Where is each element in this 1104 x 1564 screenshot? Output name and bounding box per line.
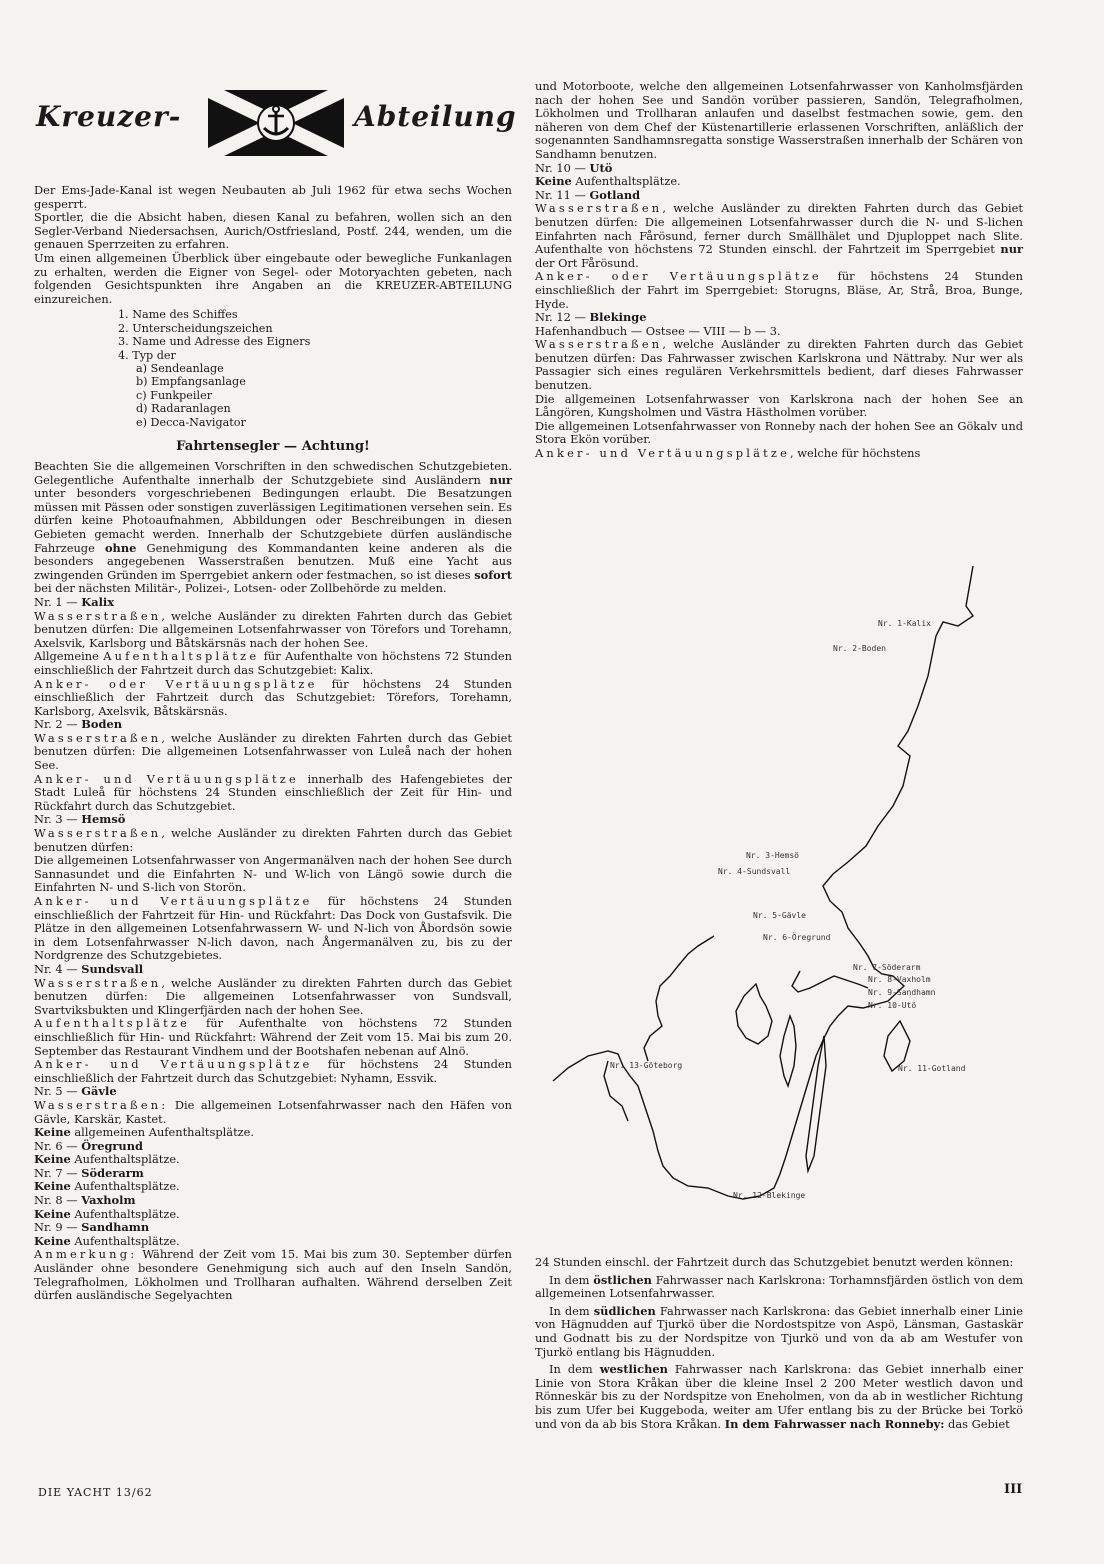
entry-text: Wasserstraßen, welche Ausländer zu direkten Fahrten durch das Gebiet benutzen dürfen: Die allgemeinen Lotsenfahrwasser von Törefors und Torehamn, Axelsvik, Karlsborg und Båtskärsnäs nach der hohen See. bbox=[34, 608, 512, 650]
map-label-gotland: Nr. 11-Gotland bbox=[898, 1064, 966, 1073]
map-label-sundsvall: Nr. 4-Sundsvall bbox=[718, 867, 791, 876]
radio-info-list bbox=[118, 308, 512, 429]
entry-text: In dem westlichen Fahrwasser nach Karlskrona: das Gebiet innerhalb einer Linie von Stora Kråkan über die kleine Insel 2 200 Meter westlich davon und Rönneskär bis zu der Nordspitze von Eneholmen, von da ab in westlicher Richtung bis zum Ufer bei Kuggeboda, weiter am Ufer entlang bis zu der Brücke bei Torkö und von da ab bis Stora Kråkan. In dem Fahrwasser nach Ronneby: das Gebiet bbox=[535, 1362, 1023, 1431]
entry-text: Die allgemeinen Lotsenfahrwasser von Ronneby nach der hohen See an Gökalv und Stora Ekön vorüber. bbox=[535, 418, 1023, 447]
entry-text: In dem südlichen Fahrwasser nach Karlskrona: das Gebiet innerhalb einer Linie von Hägnudden auf Tjurkö über die Nordostspitze von Aspö, Länsman, Gastaskär und Godnatt bis zu der Nordspitze von Tjurkö und von da ab am Westufer von Tjurkö entlang bis Hägnudden. bbox=[535, 1303, 1023, 1359]
entry-text: Allgemeine Aufenthaltsplätze für Aufenthalte von höchstens 72 Stunden einschließlich der Fahrtzeit durch das Schutzgebiet: Kalix. bbox=[34, 649, 512, 677]
list-item: b) Empfangsanlage bbox=[136, 375, 246, 389]
map-label-soderarm: Nr. 7-Söderarm bbox=[853, 963, 921, 972]
header-title-left: Kreuzer- bbox=[36, 100, 182, 133]
entry-heading-gotland: Nr. 11 — Gotland bbox=[535, 187, 641, 202]
entry-text: Wasserstraßen, welche Ausländer zu direkten Fahrten durch das Gebiet benutzen dürfen: Die allgemeinen Lotsenfahrwasser von Luleå nach der hohen See. bbox=[34, 730, 512, 773]
entry-text: Die allgemeinen Lotsenfahrwasser von Karlskrona nach der hohen See an Långören, Kungsholmen und Västra Hästholmen vorüber. bbox=[535, 391, 1023, 420]
map-label-blekinge: Nr. 12-Blekinge bbox=[733, 1191, 806, 1200]
list-item: e) Decca-Navigator bbox=[136, 415, 246, 429]
continuation-paragraph: und Motorboote, welche den allgemeinen Lotsenfahrwasser von Kanholmsfjärden nach der hohen See und Sandön vorüber passieren, Sandön, Telegrafholmen, Lökholmen und Trollharan anlaufen und daselbst festmachen sowie, gem. den näheren von dem Chef der Küstenartillerie erlassenen Vorschriften, anläßlich der sogenannten Sandhamnsregatta sonstige Wasserstraßen innerhalb der Schären von Sandhamn benutzen. bbox=[535, 79, 1023, 161]
list-item: 1. Name des Schiffes bbox=[118, 308, 238, 322]
entry-heading-blekinge: Nr. 12 — Blekinge bbox=[535, 310, 647, 325]
annotation: Anmerkung: Während der Zeit vom 15. Mai bis zum 30. September dürfen Ausländer ohne besondere Genehmigung sich auch auf den Inseln Sandön, Telegrafholmen, Lökholmen und Trollharan aufhalten. Während derselben Zeit dürfen ausländische Segelyachten bbox=[34, 1247, 512, 1303]
map-label-boden: Nr. 2-Boden bbox=[833, 644, 886, 653]
page-header bbox=[36, 88, 517, 160]
section-lead: Beachten Sie die allgemeinen Vorschriften in den schwedischen Schutzgebieten. Gelegentliche Aufenthalte innerhalb der Schutzgebiete sind Ausländern nur unter besonders vorgeschriebenen Bedingungen erlaubt. Die Besatzungen müssen mit Pässen oder sonstigen zuverlässigen Legitimationen versehen sein. Es dürfen keine Photoaufnahmen, Abbildungen oder Beschreibungen in diesen Gebieten gemacht werden. Innerhalb der Schutzgebiete dürfen ausländische Fahrzeuge ohne Genehmigung des Kommandanten keine anderen als die besonders angegebenen Wasserstraßen benutzen. Muß eine Yacht aus zwingenden Gründen im Sperrgebiet ankern oder festmachen, so ist dieses sofort bei der nächsten Militär-, Polizei-, Lotsen- oder Zollbehörde zu melden. bbox=[34, 459, 512, 596]
entry-text: In dem östlichen Fahrwasser nach Karlskrona: Torhamnsfjärden östlich von dem allgemeinen Lotsenfahrwasser. bbox=[535, 1272, 1023, 1301]
right-column-top bbox=[535, 80, 1023, 461]
entry-text: Wasserstraßen, welche Ausländer zu direkten Fahrten durch das Gebiet benutzen dürfen: Die allgemeinen Lotsenfahrwasser von Sundsvall, Svartviksbukten und Klingerfjärden nach der hohen See. bbox=[34, 975, 512, 1017]
entry-text: Wasserstraßen, welche Ausländer zu direkten Fahrten durch das Gebiet benutzen dürfen: Die allgemeinen Lotsenfahrwasser durch die N- und S-lichen Einfahrten nach Fårösund, ferner durch Smällhälet und Djuploppet nach Slite. Aufenthalte von höchstens 72 Stunden einschl. der Fahrtzeit im Sperrgebiet nur der Ort Fårösund. bbox=[535, 201, 1023, 270]
entry-text: Anker- oder Vertäuungsplätze für höchstens 24 Stunden einschließlich der Fahrtzeit durch das Schutzgebiet: Törefors, Torehamn, Karlsborg, Axelsvik, Båtskärsnäs. bbox=[34, 676, 512, 718]
map-label-hemso: Nr. 3-Hemsö bbox=[746, 851, 799, 860]
sublist bbox=[136, 362, 512, 429]
entry-text: Anker- und Vertäuungsplätze, welche für höchstens bbox=[535, 446, 921, 461]
entry-text: Wasserstraßen, welche Ausländer zu direkten Fahrten durch das Gebiet benutzen dürfen: Das Fahrwasser zwischen Karlskrona und Nättraby. Nur wer als Passagier sich eines regulären Verkehrsmittels bedient, darf dieses Fahrwasser benutzen. bbox=[535, 337, 1023, 393]
entry-text: Die allgemeinen Lotsenfahrwasser von Angermanälven nach der hohen See durch Sannasundet und die Einfahrten N- und W-lich von Längö sowie durch die Einfahrten N- und S-lich von Storön. bbox=[34, 853, 512, 895]
intro-paragraph-2: Sportler, die die Absicht haben, diesen Kanal zu befahren, wollen sich an den Segler-Verband Niedersachsen, Aurich/Ostfriesland, Postf. 244, wenden, um die genauen Sperrzeiten zu erfahren. bbox=[34, 210, 512, 252]
page-number: III bbox=[1004, 1482, 1023, 1497]
entry-text: Aufenthaltsplätze für Aufenthalte von höchstens 72 Stunden einschließlich für Hin- und Rückfahrt: Während der Zeit vom 15. Mai bis zum 20. September das Restaurant Vindhem und der Bootshafen nebenan auf Alnö. bbox=[34, 1016, 512, 1058]
map-label-uto: Nr. 10-Utö bbox=[868, 1001, 917, 1010]
footer-issue: DIE YACHT 13/62 bbox=[38, 1486, 153, 1499]
entry-text: Wasserstraßen, welche Ausländer zu direkten Fahrten durch das Gebiet benutzen dürfen: bbox=[34, 826, 512, 854]
entry-text: Keine Aufenthaltsplätze. bbox=[34, 1206, 180, 1221]
entry-text: Hafenhandbuch — Ostsee — VIII — b — 3. bbox=[535, 323, 781, 338]
right-column-bottom bbox=[535, 1256, 1023, 1431]
entry-text: Keine Aufenthaltsplätze. bbox=[34, 1179, 180, 1194]
entry-heading-kalix: Nr. 1 — Kalix bbox=[34, 594, 115, 609]
entry-heading-gavle: Nr. 5 — Gävle bbox=[34, 1084, 117, 1099]
map-label-goteborg: Nr. 13-Göteborg bbox=[610, 1061, 683, 1070]
entry-text: Keine Aufenthaltsplätze. bbox=[34, 1152, 180, 1167]
map-label-oregrund: Nr. 6-Öregrund bbox=[763, 933, 831, 942]
entry-text: Anker- und Vertäuungsplätze für höchstens 24 Stunden einschließlich der Fahrtzeit durch das Schutzgebiet: Nyhamn, Essvik. bbox=[34, 1057, 512, 1085]
entry-heading-vaxholm: Nr. 8 — Vaxholm bbox=[34, 1193, 136, 1208]
entry-heading-oregrund: Nr. 6 — Öregrund bbox=[34, 1138, 143, 1153]
anchor-flag-icon bbox=[206, 88, 346, 158]
left-column bbox=[34, 184, 512, 1303]
section-title: Fahrtensegler — Achtung! bbox=[176, 439, 370, 454]
entry-text: Anker- oder Vertäuungsplätze für höchstens 24 Stunden einschließlich der Fahrt im Sperrgebiet: Storugns, Bläse, Ar, Strå, Broa, Bunge, Hyde. bbox=[535, 269, 1023, 311]
entry-heading-hemso: Nr. 3 — Hemsö bbox=[34, 812, 126, 827]
map-label-gavle: Nr. 5-Gävle bbox=[753, 911, 806, 920]
list-item: 4. Typ der bbox=[118, 348, 176, 362]
entry-heading-boden: Nr. 2 — Boden bbox=[34, 717, 123, 732]
entry-text: Keine Aufenthaltsplätze. bbox=[34, 1233, 180, 1248]
entry-text: Keine Aufenthaltsplätze. bbox=[535, 174, 681, 189]
map-label-kalix: Nr. 1-Kalix bbox=[878, 619, 931, 628]
entry-text: Anker- und Vertäuungsplätze innerhalb des Hafengebietes der Stadt Luleå für höchstens 24 Stunden einschließlich der Zeit für Hin- und Rückfahrt durch das Schutzgebiet. bbox=[34, 771, 512, 813]
map-label-sandhamn: Nr. 9-Sandhamn bbox=[868, 988, 936, 997]
coastline bbox=[553, 566, 973, 1199]
entry-text: Wasserstraßen: Die allgemeinen Lotsenfahrwasser nach den Häfen von Gävle, Karskär, Kastet. bbox=[34, 1097, 512, 1126]
entry-heading-sandhamn: Nr. 9 — Sandhamn bbox=[34, 1220, 150, 1235]
entry-heading-soderarm: Nr. 7 — Söderarm bbox=[34, 1165, 144, 1180]
sweden-coast-map bbox=[548, 556, 1008, 1246]
entry-heading-sundsvall: Nr. 4 — Sundsvall bbox=[34, 961, 144, 976]
intro-paragraph-3: Um einen allgemeinen Überblick über eingebaute oder bewegliche Funkanlagen zu erhalten, werden die Eigner von Segel- oder Motoryachten gebeten, nach folgenden Gesichtspunkten ihre Angaben an die KREUZER-ABTEILUNG einzureichen. bbox=[34, 250, 512, 306]
header-title-right: Abteilung bbox=[354, 100, 517, 133]
intro-paragraph-1: Der Ems-Jade-Kanal ist wegen Neubauten ab Juli 1962 für etwa sechs Wochen gesperrt. bbox=[34, 183, 512, 211]
list-item: c) Funkpeiler bbox=[136, 388, 213, 402]
map-label-vaxholm: Nr. 8-Vaxholm bbox=[868, 975, 931, 984]
list-item: a) Sendeanlage bbox=[136, 361, 224, 375]
list-item: 3. Name und Adresse des Eigners bbox=[118, 335, 311, 349]
entry-text: Anker- und Vertäuungsplätze für höchstens 24 Stunden einschließlich der Fahrtzeit für Hin- und Rückfahrt: Das Dock von Gustafsvik. Die Plätze in den allgemeinen Lotsenfahrwassern W- und N-lich von Åbordsön sowie in dem Lotsenfahrwasser N-lich davon, nach Ångermanälven zu, bis zu der Nordgrenze des Schutzgebietes. bbox=[34, 894, 512, 963]
entry-heading-uto: Nr. 10 — Utö bbox=[535, 160, 613, 175]
list-item: 2. Unterscheidungszeichen bbox=[118, 321, 273, 335]
entry-text: Keine allgemeinen Aufenthaltsplätze. bbox=[34, 1125, 255, 1140]
entry-text: 24 Stunden einschl. der Fahrtzeit durch das Schutzgebiet benutzt werden können: bbox=[535, 1255, 1014, 1269]
list-item: d) Radaranlagen bbox=[136, 402, 231, 416]
